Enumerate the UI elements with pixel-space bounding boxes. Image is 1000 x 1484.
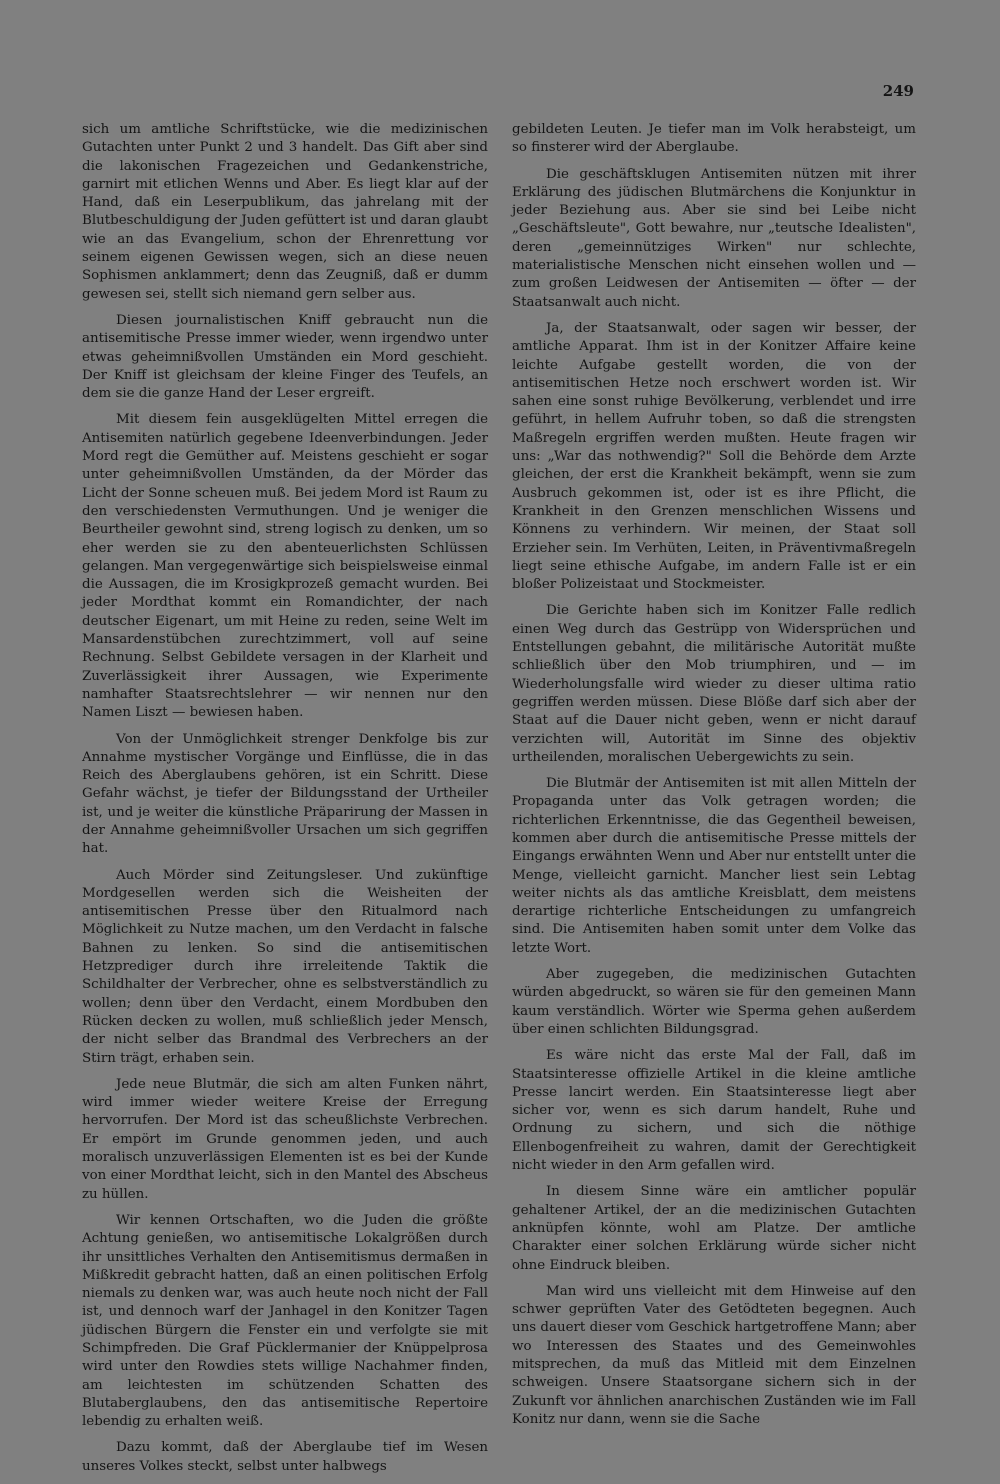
paragraph: Dazu kommt, daß der Aberglaube tief im Wesen unseres Volkes steckt, selbst unter halbwegs bbox=[82, 1440, 488, 1474]
paragraph: Die Gerichte haben sich im Konitzer Falle redlich einen Weg durch das Gestrüpp von Widersprüchen und Entstellungen gebahnt, die militärische Autorität mußte schließlich über den Mob triumphiren, und — im Wiederholungsfalle wird wieder zu dieser ultima ratio gegriffen werden müssen. Diese Blöße darf sich aber der Staat auf die Dauer nicht geben, wenn er nicht darauf verzichten will, Autorität im Sinne des objektiv urtheilenden, moralischen Uebergewichts zu sein. bbox=[512, 603, 916, 765]
paragraph: Die geschäftsklugen Antisemiten nützen mit ihrer Erklärung des jüdischen Blutmärchens die Konjunktur in jeder Beziehung aus. Aber sie sind bei Leibe nicht „Geschäftsleute", Gott bewahre, nur „teutsche Idealisten", deren „gemeinnütziges Wirken" nur schlechte, materialistische Menschen nicht einsehen wollen und — zum großen Leidwesen der Antisemiten — öfter — der Staatsanwalt auch nicht. bbox=[512, 166, 916, 310]
left-column bbox=[82, 121, 488, 1484]
page-number: 249 bbox=[882, 82, 914, 100]
paragraph: Auch Mörder sind Zeitungsleser. Und zukünftige Mordgesellen werden sich die Weisheiten der antisemitischen Presse über den Ritualmord nach Möglichkeit zu Nutze machen, um den Verdacht in falsche Bahnen zu lenken. So sind die antisemitischen Hetzprediger durch ihre irreleitende Taktik die Schildhalter der Verbrecher, ohne es selbstverständlich zu wollen; denn über den Verdacht, einem Mordbuben den Rücken decken zu wollen, muß schließlich jeder Mensch, der nicht selber das Brandmal des Verbrechers an der Stirn trägt, erhaben sein. bbox=[82, 867, 488, 1066]
paragraph: Von der Unmöglichkeit strenger Denkfolge bis zur Annahme mystischer Vorgänge und Einflüsse, die in das Reich des Aberglaubens gehören, ist ein Schritt. Diese Gefahr wächst, je tiefer der Bildungsstand der Urtheiler ist, und je weiter die künstliche Präparirung der Massen in der Annahme geheimnißvoller Ursachen um sich gegriffen hat. bbox=[82, 731, 488, 857]
paragraph: sich um amtliche Schriftstücke, wie die medizinischen Gutachten unter Punkt 2 und 3 handelt. Das Gift aber sind die lakonischen Fragezeichen und Gedankenstriche, garnirt mit etlichen Wenns und Aber. Es liegt klar auf der Hand, daß ein Leserpublikum, das jahrelang mit der Blutbeschuldigung der Juden gefüttert ist und daran glaubt wie an das Evangelium, schon der Ehrenrettung vor seinem eigenen Gewissen wegen, sich an diese neuen Sophismen anklammert; denn das Zeugniß, daß er dumm gewesen sei, stellt sich niemand gern selber aus. bbox=[82, 122, 488, 302]
paragraph: Ja, der Staatsanwalt, oder sagen wir besser, der amtliche Apparat. Ihm ist in der Konitzer Affaire keine leichte Aufgabe gestellt worden, die von der antisemitischen Hetze noch erschwert worden ist. Wir sahen eine sonst ruhige Bevölkerung, verblendet und irre geführt, in hellem Aufruhr toben, so daß die strengsten Maßregeln ergriffen werden mußten. Heute fragen wir uns: „War das nothwendig?" Soll die Behörde dem Arzte gleichen, der erst die Krankheit bekämpft, wenn sie zum Ausbruch gekommen ist, oder ist es ihre Pflicht, die Krankheit in den Grenzen menschlichen Wissens und Könnens zu verhindern. Wir meinen, der Staat soll Erzieher sein. Im Verhüten, Leiten, in Präventivmaßregeln liegt seine ethische Aufgabe, im andern Falle ist er ein bloßer Polizeistaat und Stockmeister. bbox=[512, 320, 916, 593]
paragraph: Jede neue Blutmär, die sich am alten Funken nährt, wird immer wieder weitere Kreise der Erregung hervorrufen. Der Mord ist das scheußlichste Verbrechen. Er empört im Grunde genommen jeden, und auch moralisch unzuverlässigen Elementen ist es bei der Kunde von einer Mordthat leicht, sich in den Mantel des Abscheus zu hüllen. bbox=[82, 1076, 488, 1202]
paragraph: Aber zugegeben, die medizinischen Gutachten würden abgedruckt, so wären sie für den gemeinen Mann kaum verständlich. Wörter wie Sperma gehen außerdem über einen schlichten Bildungsgrad. bbox=[512, 967, 916, 1037]
paragraph: Es wäre nicht das erste Mal der Fall, daß im Staatsinteresse offizielle Artikel in die kleine amtliche Presse lancirt werden. Ein Staatsinteresse liegt aber sicher vor, wenn es sich darum handelt, Ruhe und Ordnung zu sichern, und sich die nöthige Ellenbogenfreiheit zu wahren, damit der Gerechtigkeit nicht wieder in den Arm gefallen wird. bbox=[512, 1048, 916, 1174]
paragraph: gebildeten Leuten. Je tiefer man im Volk herabsteigt, um so finsterer wird der Aberglaube. bbox=[512, 122, 916, 156]
paragraph: Diesen journalistischen Kniff gebraucht nun die antisemitische Presse immer wieder, wenn irgendwo unter etwas geheimnißvollen Umständen ein Mord geschieht. Der Kniff ist gleichsam der kleine Finger des Teufels, an dem sie die ganze Hand der Leser ergreift. bbox=[82, 312, 488, 402]
right-column bbox=[512, 121, 916, 1437]
paragraph: Die Blutmär der Antisemiten ist mit allen Mitteln der Propaganda unter das Volk getragen worden; die richterlichen Erkenntnisse, die das Gegentheil beweisen, kommen aber durch die antisemitische Presse mittels der Eingangs erwähnten Wenn und Aber nur entstellt unter die Menge, vielleicht garnicht. Mancher liest sein Lebtag weiter nichts als das amtliche Kreisblatt, dem meistens derartige richterliche Entscheidungen zu umfangreich sind. Die Antisemiten haben somit unter dem Volke das letzte Wort. bbox=[512, 776, 916, 956]
paragraph: Wir kennen Ortschaften, wo die Juden die größte Achtung genießen, wo antisemitische Lokalgrößen durch ihr unsittliches Verhalten den Antisemitismus dermaßen in Mißkredit gebracht hatten, daß an einen politischen Erfolg niemals zu denken war, was auch heute noch nicht der Fall ist, und dennoch warf der Janhagel in den Konitzer Tagen jüdischen Bürgern die Fenster ein und verfolgte sie mit Schimpfreden. Die Graf Pücklermanier der Knüppelprosa wird unter den Rowdies stets willige Nachahmer finden, am leichtesten im schützenden Schatten des Blutaberglaubens, den das antisemitische Repertoire lebendig zu erhalten weiß. bbox=[82, 1212, 488, 1430]
paragraph: In diesem Sinne wäre ein amtlicher populär gehaltener Artikel, der an die medizinischen Gutachten anknüpfen könnte, wohl am Platze. Der amtliche Charakter einer solchen Erklärung würde sicher nicht ohne Eindruck bleiben. bbox=[512, 1184, 916, 1273]
paragraph: Man wird uns vielleicht mit dem Hinweise auf den schwer geprüften Vater des Getödteten begegnen. Auch uns dauert dieser vom Geschick hartgetroffene Mann; aber wo Interessen des Staates und des Gemeinwohles mitsprechen, da muß das Mitleid mit dem Einzelnen schweigen. Unsere Staatsorgane sichern sich in der Zukunft vor ähnlichen anarchischen Zuständen wie im Fall Konitz nur dann, wenn sie die Sache bbox=[512, 1283, 916, 1427]
paragraph: Mit diesem fein ausgeklügelten Mittel erregen die Antisemiten natürlich gegebene Ideenverbindungen. Jeder Mord regt die Gemüther auf. Meistens geschieht er sogar unter geheimnißvollen Umständen, da der Mörder das Licht der Sonne scheuen muß. Bei jedem Mord ist Raum zu den verschiedensten Vermuthungen. Und je weniger die Beurtheiler gewohnt sind, streng logisch zu denken, um so eher werden sie zu den abenteuerlichsten Schlüssen gelangen. Man vergegenwärtige sich beispielsweise einmal die Aussagen, die im Krosigkprozeß gemacht wurden. Bei jeder Mordthat kommt ein Romandichter, der nach deutscher Eigenart, um mit Heine zu reden, seine Welt im Mansardenstübchen zurechtzimmert, voll auf seine Rechnung. Selbst Gebildete versagen in der Klarheit und Zuverlässigkeit ihrer Aussagen, wie Experimente namhafter Staatsrechtslehrer — wir nennen nur den Namen Liszt — bewiesen haben. bbox=[82, 412, 488, 721]
